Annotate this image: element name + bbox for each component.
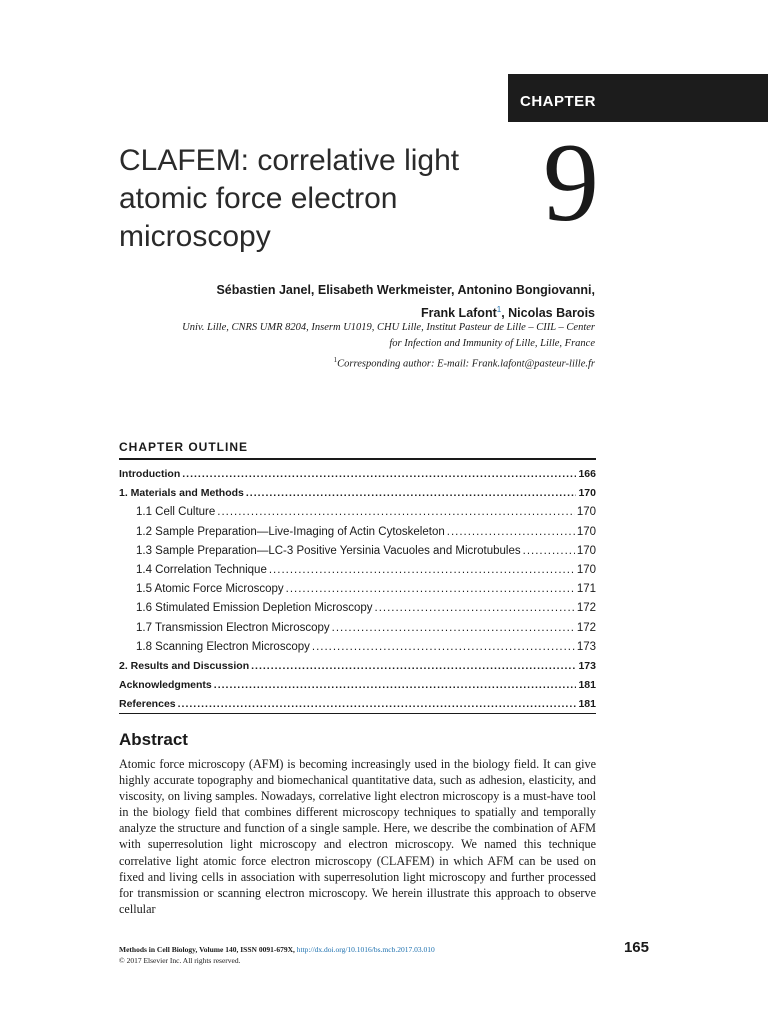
dot-leader (269, 561, 575, 580)
outline-item-label: 1.3 Sample Preparation—LC-3 Positive Yersinia Vacuoles and Microtubules (136, 544, 521, 557)
outline-item-page: 181 (578, 698, 596, 711)
corresponding-author-name: Frank Lafont (421, 306, 497, 321)
outline-item-label: 1.6 Stimulated Emission Depletion Microscopy (136, 602, 373, 615)
footer-journal: Methods in Cell Biology, Volume 140, ISSN 0091-679X, (119, 945, 295, 954)
outline-item-page: 170 (576, 525, 596, 538)
outline-item-label: 1.2 Sample Preparation—Live-Imaging of Actin Cytoskeleton (136, 525, 445, 538)
chapter-number: 9 (543, 121, 599, 245)
outline-item-materials-methods[interactable] (119, 484, 596, 503)
author-list (216, 281, 595, 323)
dot-leader (375, 599, 575, 618)
chapter-label: CHAPTER (508, 74, 768, 122)
outline-item-label: 1.7 Transmission Electron Microscopy (136, 621, 330, 634)
dot-leader (217, 503, 575, 522)
corresponding-email: Corresponding author: E-mail: Frank.lafont@pasteur-lille.fr (337, 358, 595, 370)
outline-bottom-rule (119, 713, 596, 714)
outline-item-page: 170 (576, 506, 596, 519)
affiliation-line-1: Univ. Lille, CNRS UMR 8204, Inserm U1019, CHU Lille, Institut Pasteur de Lille – CIIL – Center (182, 322, 595, 333)
abstract-text: Atomic force microscopy (AFM) is becoming increasingly used in the biology field. It can give highly accurate topography and biomechanical quantitative data, such as adhesion, elasticity, and viscosity, on living samples. Nowadays, correlative light electron microscopy is a must-have tool in the biology field that combines different microscopy techniques to spatially and temporally analyze the structure and function of a single sample. Here, we describe the combination of AFM with superresolution light microscopy and electron microscopy. We named this technique correlative light atomic force electron microscopy (CLAFEM) in which AFM can be used on fixed and living cells in association with superresolution light microscopy and further processed for transmission or scanning electron microscopy. We herein illustrate this approach to observe cellular (119, 757, 596, 916)
outline-item-tem[interactable] (119, 619, 596, 638)
outline-item-cell-culture[interactable] (119, 503, 596, 522)
outline-item-references[interactable] (119, 695, 596, 714)
outline-item-page: 166 (578, 468, 596, 480)
outline-title: CHAPTER OUTLINE (119, 440, 248, 454)
affiliation (75, 320, 595, 373)
outline-item-page: 170 (576, 563, 596, 576)
outline-item-lc3-sample-prep[interactable] (119, 542, 596, 561)
corresponding-marker: 1 (333, 356, 338, 364)
dot-leader (178, 695, 577, 714)
dot-leader (246, 484, 577, 503)
dot-leader (332, 619, 575, 638)
page-number: 165 (623, 939, 649, 956)
outline-item-afm[interactable] (119, 580, 596, 599)
outline-top-rule (119, 458, 596, 460)
author-line-1: Sébastien Janel, Elisabeth Werkmeister, Antonino Bongiovanni, (216, 283, 595, 297)
dot-leader (214, 676, 577, 695)
outline-item-label: References (119, 698, 176, 711)
outline-item-page: 170 (576, 544, 596, 557)
doi-link[interactable]: http://dx.doi.org/10.1016/bs.mcb.2017.03.010 (296, 945, 435, 954)
dot-leader (447, 523, 575, 542)
author-footnote-marker[interactable]: 1 (496, 305, 502, 314)
outline-item-correlation-technique[interactable] (119, 561, 596, 580)
outline-item-sem[interactable] (119, 638, 596, 657)
dot-leader (312, 638, 575, 657)
outline-item-label: 1.4 Correlation Technique (136, 563, 267, 576)
outline-item-page: 170 (578, 487, 596, 500)
outline-item-label: 2. Results and Discussion (119, 659, 250, 672)
outline-item-actin-sample-prep[interactable] (119, 523, 596, 542)
dot-leader (523, 542, 575, 561)
dot-leader (182, 465, 576, 484)
outline-item-sted[interactable] (119, 599, 596, 618)
author-line-2-rest: , Nicolas Barois (501, 306, 595, 321)
outline-item-page: 171 (576, 583, 596, 596)
dot-leader (251, 657, 576, 676)
outline-item-page: 172 (576, 621, 596, 634)
dot-leader (286, 580, 575, 599)
chapter-title: CLAFEM: correlative light atomic force electron microscopy (119, 144, 460, 253)
outline-item-page: 181 (578, 679, 596, 692)
outline-item-label: Introduction (119, 468, 181, 480)
outline-item-page: 172 (576, 602, 596, 615)
outline-item-label: Acknowledgments (119, 679, 212, 692)
outline-item-results-discussion[interactable] (119, 657, 596, 676)
outline-item-label: 1.1 Cell Culture (136, 506, 216, 519)
outline-item-label: 1.8 Scanning Electron Microscopy (136, 640, 310, 653)
corresponding-author-note (75, 352, 595, 373)
chapter-outline (119, 465, 596, 714)
outline-item-label: 1.5 Atomic Force Microscopy (136, 583, 284, 596)
page-footer (119, 944, 599, 966)
outline-item-page: 173 (576, 640, 596, 653)
outline-item-introduction[interactable] (119, 465, 596, 484)
outline-item-page: 173 (578, 659, 596, 672)
affiliation-line-2: for Infection and Immunity of Lille, Lille, France (389, 338, 595, 349)
outline-item-acknowledgments[interactable] (119, 676, 596, 695)
footer-citation (119, 944, 599, 955)
outline-item-label: 1. Materials and Methods (119, 487, 244, 500)
footer-copyright: © 2017 Elsevier Inc. All rights reserved. (119, 956, 241, 965)
abstract-heading: Abstract (119, 730, 188, 749)
